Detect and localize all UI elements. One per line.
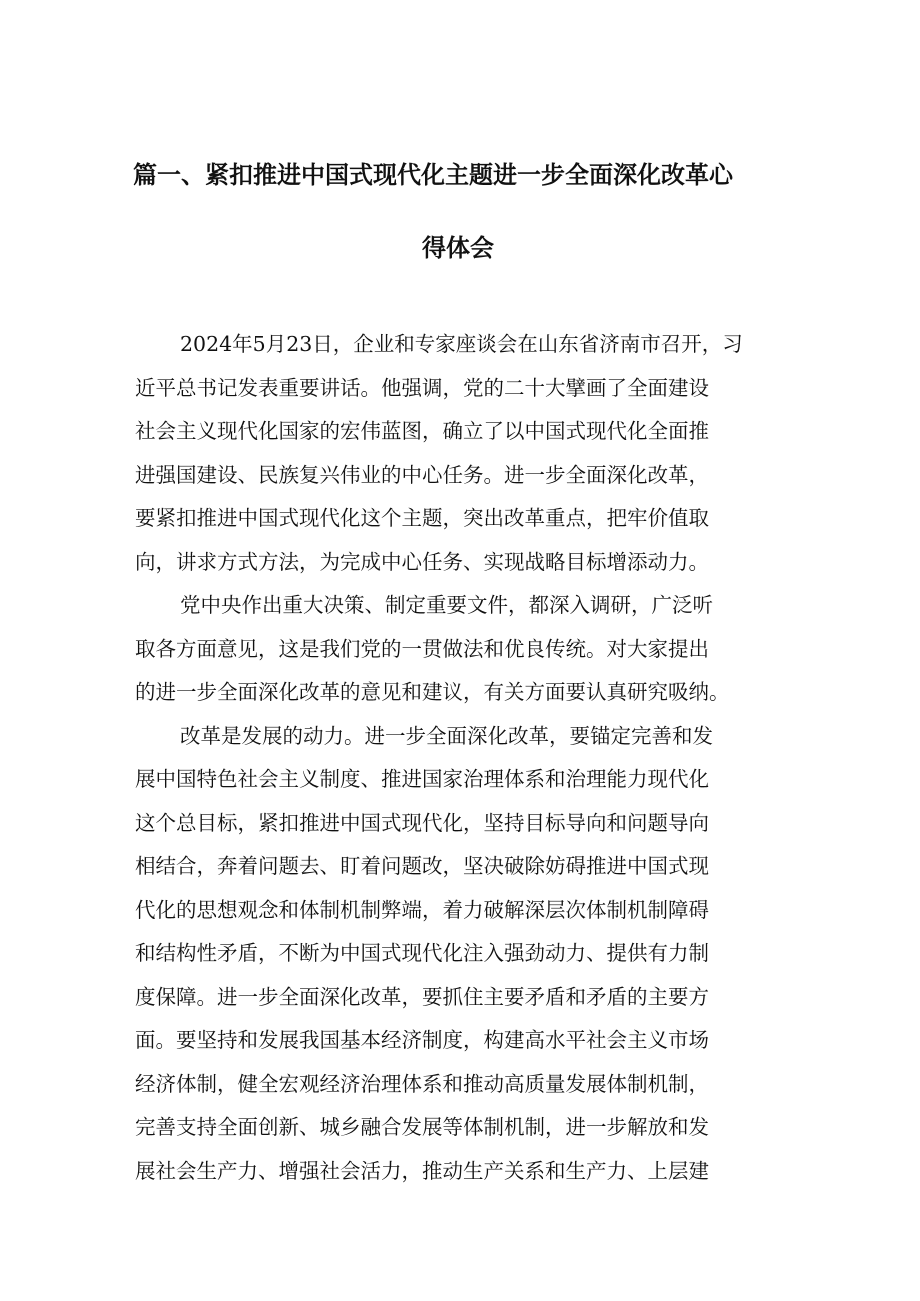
paragraph-line: 2024年5月23日，企业和专家座谈会在山东省济南市召开，习: [180, 332, 743, 356]
paragraph-line: 进强国建设、民族复兴伟业的中心任务。进一步全面深化改革，: [135, 462, 709, 487]
paragraph-line: 和结构性矛盾，不断为中国式现代化注入强劲动力、提供有力制: [135, 941, 709, 965]
document-body: [135, 323, 790, 1193]
paragraph-line: 要紧扣推进中国式现代化这个主题，突出改革重点，把牢价值取: [135, 506, 709, 530]
paragraph-line: 完善支持全面创新、城乡融合发展等体制机制，进一步解放和发: [135, 1115, 709, 1139]
document-title-line-1: 篇一、紧扣推进中国式现代化主题进一步全面深化改革心: [133, 161, 733, 189]
paragraph-line: 展中国特色社会主义制度、推进国家治理体系和治理能力现代化: [135, 767, 709, 791]
paragraph-line: 度保障。进一步全面深化改革，要抓住主要矛盾和矛盾的主要方: [135, 984, 709, 1009]
paragraph-line: 向，讲求方式方法，为完成中心任务、实现战略目标增添动力。: [135, 549, 709, 574]
paragraph-line: 面。要坚持和发展我国基本经济制度，构建高水平社会主义市场: [135, 1028, 709, 1052]
paragraph-line: 经济体制，健全宏观经济治理体系和推动高质量发展体制机制，: [135, 1071, 709, 1096]
document-title-line-2: 得体会: [422, 234, 494, 262]
paragraph-line: 相结合，奔着问题去、盯着问题改，坚决破除妨碍推进中国式现: [135, 854, 709, 878]
paragraph-line: 取各方面意见，这是我们党的一贯做法和优良传统。对大家提出: [135, 636, 709, 661]
paragraph-line: 近平总书记发表重要讲话。他强调，党的二十大擘画了全面建设: [135, 375, 709, 400]
paragraph-line: 这个总目标，紧扣推进中国式现代化，坚持目标导向和问题导向: [135, 810, 709, 835]
paragraph-line: 改革是发展的动力。进一步全面深化改革，要锚定完善和发: [180, 723, 713, 748]
paragraph-line: 的进一步全面深化改革的意见和建议，有关方面要认真研究吸纳。: [135, 680, 730, 704]
paragraph-line: 社会主义现代化国家的宏伟蓝图，确立了以中国式现代化全面推: [135, 419, 709, 443]
paragraph-line: 代化的思想观念和体制机制弊端，着力破解深层次体制机制障碍: [135, 897, 709, 922]
paragraph-line: 党中央作出重大决策、制定重要文件，都深入调研，广泛听: [180, 593, 713, 617]
paragraph-line: 展社会生产力、增强社会活力，推动生产关系和生产力、上层建: [135, 1158, 709, 1183]
